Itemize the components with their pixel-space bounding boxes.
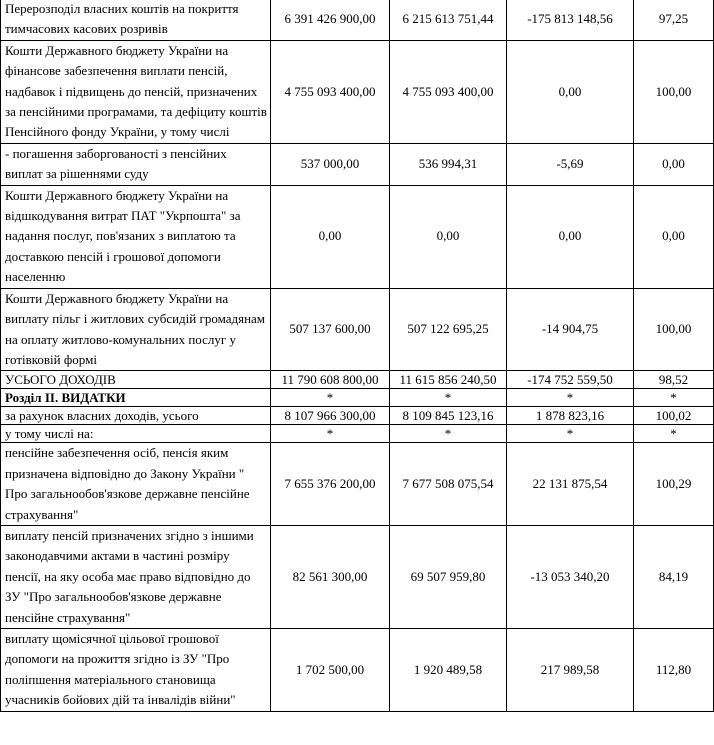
star-marker: * — [634, 425, 714, 443]
table-row — [1, 525, 714, 628]
actual-value: 8 109 845 123,16 — [390, 407, 507, 425]
plan-value: 7 655 376 200,00 — [271, 443, 390, 526]
star-marker: * — [271, 425, 390, 443]
percent-value: 84,19 — [634, 525, 714, 628]
row-label: виплату щомісячної цільової грошової допомоги на прожиття згідно із ЗУ "Про поліпшення матеріального становища учасників бойових дій та інвалідів війни" — [1, 628, 271, 711]
table-row — [1, 443, 714, 526]
row-label: за рахунок власних доходів, усього — [1, 407, 271, 425]
table-row — [1, 185, 714, 288]
table-row — [1, 288, 714, 371]
plan-value: 82 561 300,00 — [271, 525, 390, 628]
deviation-value: -14 904,75 — [507, 288, 634, 371]
plan-value: 507 137 600,00 — [271, 288, 390, 371]
deviation-value: 22 131 875,54 — [507, 443, 634, 526]
star-marker: * — [634, 389, 714, 407]
star-marker: * — [507, 389, 634, 407]
percent-value: 100,02 — [634, 407, 714, 425]
table-row — [1, 425, 714, 443]
actual-value: 6 215 613 751,44 — [390, 0, 507, 40]
deviation-value: -13 053 340,20 — [507, 525, 634, 628]
percent-value: 98,52 — [634, 371, 714, 389]
deviation-value: 217 989,58 — [507, 628, 634, 711]
actual-value: 69 507 959,80 — [390, 525, 507, 628]
row-label: - погашення заборгованості з пенсійних виплат за рішеннями суду — [1, 143, 271, 185]
section-header-row — [1, 389, 714, 407]
row-label: у тому числі на: — [1, 425, 271, 443]
table-row — [1, 0, 714, 40]
plan-value: 0,00 — [271, 185, 390, 288]
deviation-value: -5,69 — [507, 143, 634, 185]
plan-value: 8 107 966 300,00 — [271, 407, 390, 425]
percent-value: 0,00 — [634, 185, 714, 288]
deviation-value: -175 813 148,56 — [507, 0, 634, 40]
row-label: Перерозподіл власних коштів на покриття тимчасових касових розривів — [1, 0, 271, 40]
actual-value: 1 920 489,58 — [390, 628, 507, 711]
percent-value: 100,00 — [634, 40, 714, 143]
actual-value: 7 677 508 075,54 — [390, 443, 507, 526]
row-label: Кошти Державного бюджету України на виплату пільг і житлових субсидій громадянам на оплату житлово-комунальних послуг у готівковій формі — [1, 288, 271, 371]
table-row — [1, 40, 714, 143]
table-row — [1, 628, 714, 711]
percent-value: 100,00 — [634, 288, 714, 371]
row-label: Кошти Державного бюджету України на відшкодування витрат ПАТ "Укрпошта" за надання послуг, пов'язаних з виплатою та доставкою пенсій і грошової допомоги населенню — [1, 185, 271, 288]
plan-value: 537 000,00 — [271, 143, 390, 185]
percent-value: 0,00 — [634, 143, 714, 185]
percent-value: 100,29 — [634, 443, 714, 526]
star-marker: * — [390, 389, 507, 407]
plan-value: 4 755 093 400,00 — [271, 40, 390, 143]
plan-value: 11 790 608 800,00 — [271, 371, 390, 389]
star-marker: * — [390, 425, 507, 443]
table-row — [1, 143, 714, 185]
plan-value: 1 702 500,00 — [271, 628, 390, 711]
actual-value: 4 755 093 400,00 — [390, 40, 507, 143]
actual-value: 507 122 695,25 — [390, 288, 507, 371]
table-row-total-income — [1, 371, 714, 389]
deviation-value: 0,00 — [507, 185, 634, 288]
row-label: виплату пенсій призначених згідно з іншими законодавчими актами в частині розміру пенсії, на яку особа має право відповідно до ЗУ "Про загальнообов'язкове державне пенсійне страхування" — [1, 525, 271, 628]
percent-value: 112,80 — [634, 628, 714, 711]
section-title: Розділ ІІ. ВИДАТКИ — [1, 389, 271, 407]
deviation-value: 1 878 823,16 — [507, 407, 634, 425]
row-label: пенсійне забезпечення осіб, пенсія яким призначена відповідно до Закону України " Про загальнообов'язкове державне пенсійне страхування" — [1, 443, 271, 526]
percent-value: 97,25 — [634, 0, 714, 40]
row-label: УСЬОГО ДОХОДІВ — [1, 371, 271, 389]
plan-value: 6 391 426 900,00 — [271, 0, 390, 40]
star-marker: * — [507, 425, 634, 443]
star-marker: * — [271, 389, 390, 407]
actual-value: 0,00 — [390, 185, 507, 288]
actual-value: 11 615 856 240,50 — [390, 371, 507, 389]
deviation-value: 0,00 — [507, 40, 634, 143]
actual-value: 536 994,31 — [390, 143, 507, 185]
table-row — [1, 407, 714, 425]
deviation-value: -174 752 559,50 — [507, 371, 634, 389]
row-label: Кошти Державного бюджету України на фінансове забезпечення виплати пенсій, надбавок і підвищень до пенсій, призначених за пенсійними програмами, та дефіциту коштів Пенсійного фонду України, у тому числі — [1, 40, 271, 143]
